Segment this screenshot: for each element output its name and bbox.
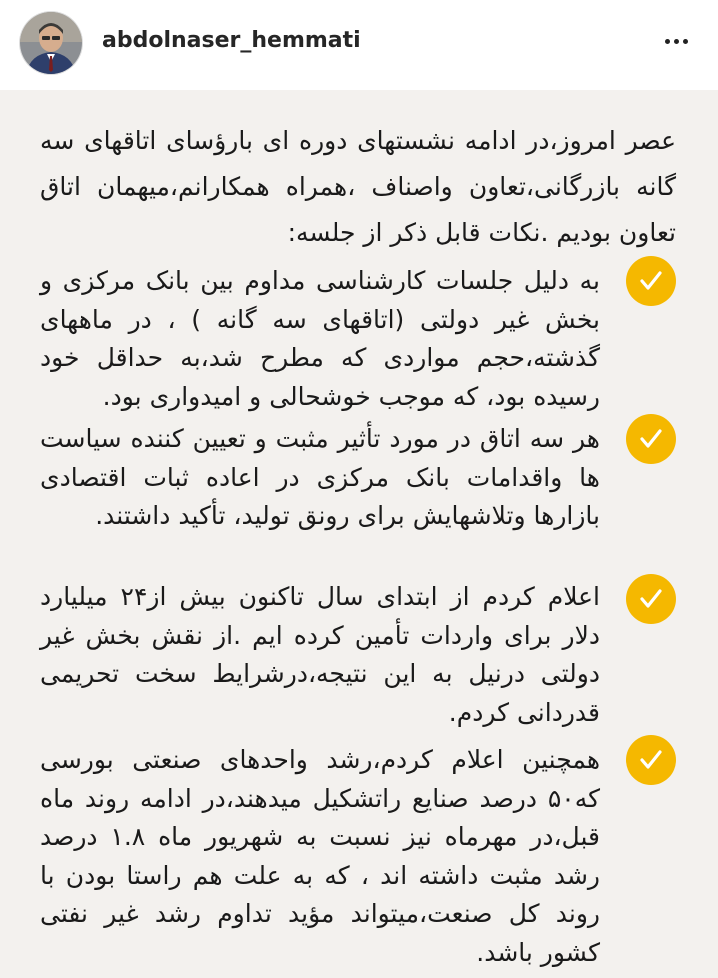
check-circle-icon — [626, 574, 676, 624]
list-item: همچنین اعلام کردم،رشد واحدهای صنعتی بورسی که۵۰ درصد صنایع راتشکیل میدهند،در ادامه روند ماه قبل،در مهرماه نیز نسبت به شهریور ماه ۱.۸ درصد رشد مثبت داشته اند ، که به علت هم راستا بودن با روند کل صنعت،میتواند مؤید تداوم رشد غیر نفتی کشور باشد. — [40, 745, 600, 967]
list-item: هر سه اتاق در مورد تأثیر مثبت و تعیین کننده سیاست ها واقدامات بانک مرکزی در اعاده ثبات اقتصادی بازارها وتلاشهایش برای رونق تولید، تأکید داشتند. — [40, 424, 600, 530]
check-circle-icon — [626, 735, 676, 785]
intro-text: عصر امروز،در ادامه نشستهای دوره ای بارؤسای اتاقهای سه گانه بازرگانی،تعاون واصناف ،همراه همکارانم،میهمان اتاق تعاون بودیم .نکات قابل ذکر از جلسه: — [40, 126, 676, 247]
check-circle-icon — [626, 414, 676, 464]
list-item: به دلیل جلسات کارشناسی مداوم بین بانک مرکزی و بخش غیر دولتی (اتاقهای سه گانه ) ، در ماههای گذشته،حجم مواردی که مطرح شد،به حداقل خود رسیده بود، که موجب خوشحالی و امیدواری بود. — [40, 266, 600, 411]
check-circle-icon — [626, 256, 676, 306]
list-item: اعلام کردم از ابتدای سال تاکنون بیش از۲۴ میلیارد دلار برای واردات تأمین کرده ایم .از نقش بخش غیر دولتی درنیل به این نتیجه،درشرایط سخت تحریمی قدردانی کردم. — [40, 582, 600, 727]
avatar[interactable] — [20, 12, 82, 74]
username[interactable]: abdolnaser_hemmati — [102, 28, 361, 53]
post-header — [0, 0, 718, 90]
profile-photo — [20, 12, 82, 74]
more-options-icon[interactable] — [656, 24, 696, 58]
